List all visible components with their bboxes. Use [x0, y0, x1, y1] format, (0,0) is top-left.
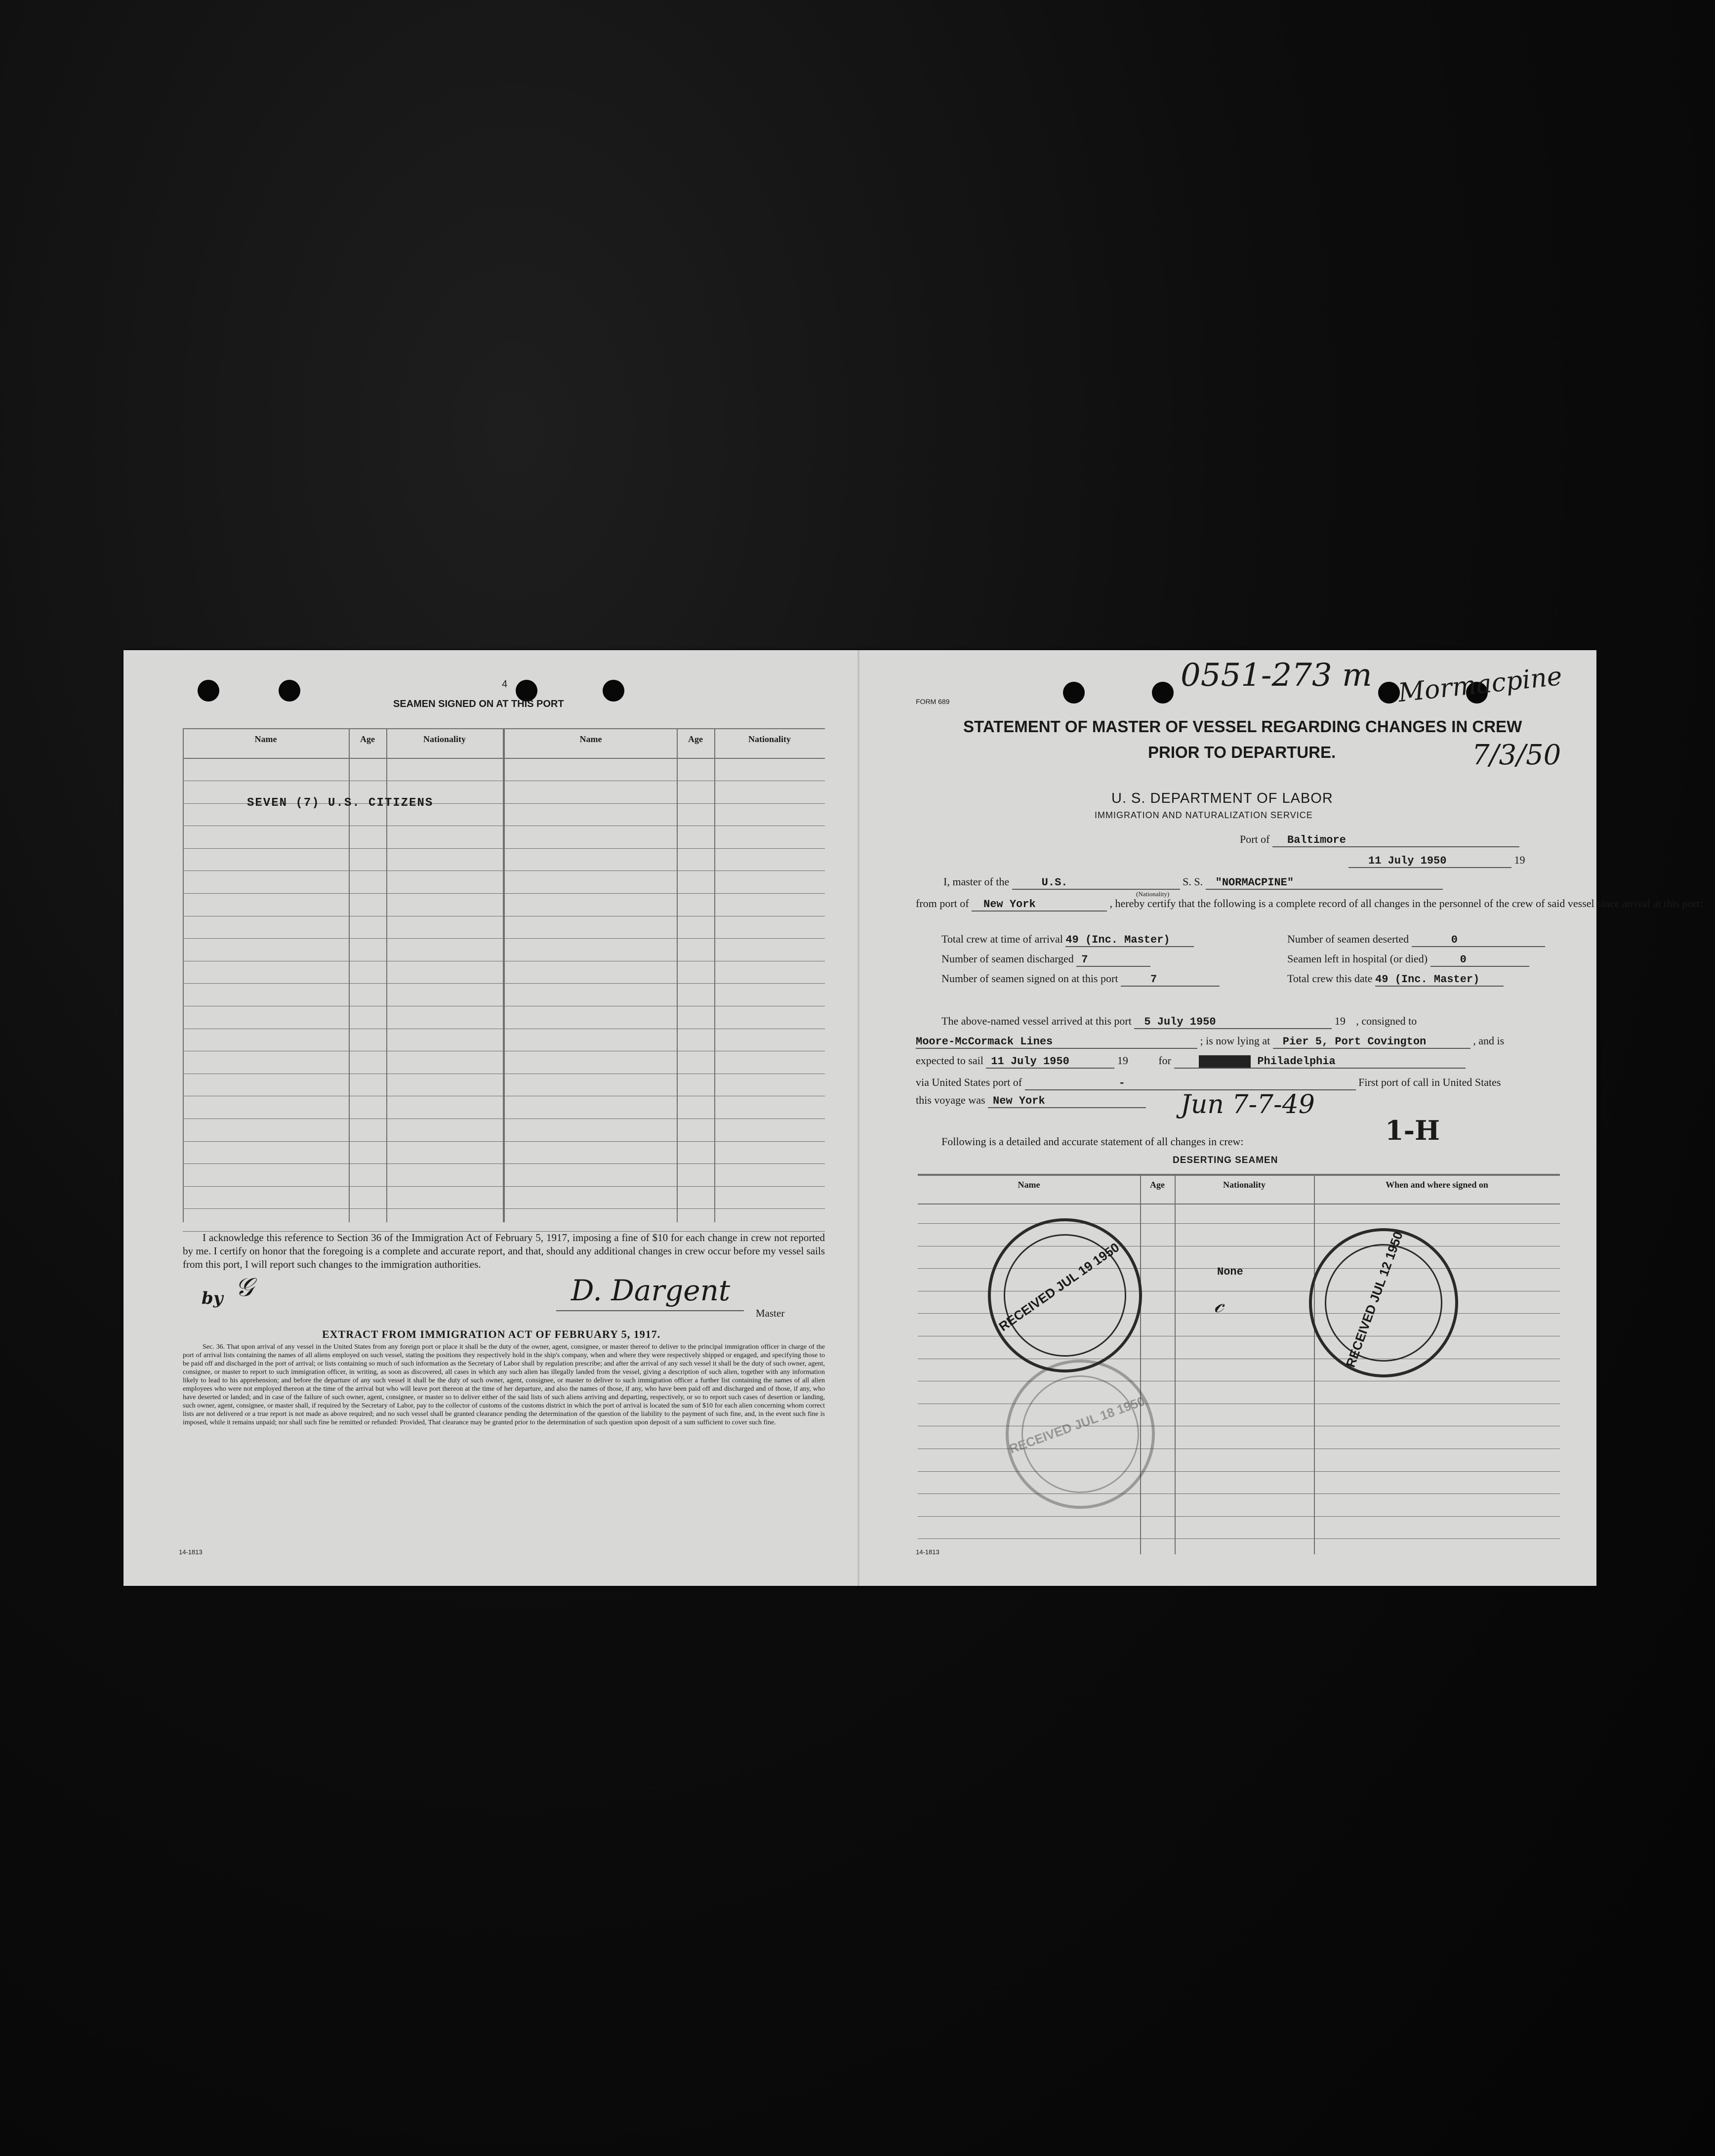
- col-nationality-2: Nationality: [748, 734, 791, 744]
- punch-hole: [1152, 682, 1174, 704]
- extract-text: Sec. 36. That upon arrival of any vessel in the United States from any foreign port or place it shall be the duty of the owner, agent, consignee, or master thereof to deliver to the principal immigration officer in charge of the port of arrival lists containing the names of all aliens employed on such vessel, stating the positions they respectively hold in the ship's company, when and where they were respectively shipped or engaged, and specifying those to be paid off and discharged in the port of arrival; or lists containing so much of such information as the Secretary of Labor shall by regulation prescribe; and after the arrival of any such vessel it shall be the duty of such owner, agent, consignee, or master to report to such immigration officer, in writing, as soon as discovered, all cases in which any such alien has illegally landed from the vessel, giving a description of such alien, together with any information likely to lead to his apprehension; and before the departure of any such vessel it shall be the duty of such owner, agent, consignee, or master to deliver to such immigration officer a further list containing the names of all alien employees who were not employed thereon at the time of the arrival but who will leave port thereon at the time of her departure, and also the names of those, if any, who have been paid off and discharged and of those, if any, who have deserted or landed; and in case of the failure of such owner, agent, consignee, or master so to deliver either of the said lists of such aliens arriving and departing, respectively, or so to report such cases of desertion or landing, such owner, agent, consignee, or master shall, if required by the Secretary of Labor, pay to the collector of customs of the customs district in which the port of arrival is located the sum of $10 for each alien concerning whom correct lists are not delivered or a true report is not made as above required; and no such vessel shall be granted clearance pending the determination of the question of the liability to the payment of such fine, and, in the event such fine is imposed, while it remains unpaid; nor shall such fine be remitted or refunded: Provided, That clearance may be granted prior to the determination of such question upon deposit of a sum sufficient to cover such fine.: [183, 1343, 825, 1426]
- deserting-col-name: Name: [1018, 1180, 1040, 1190]
- hospital-value: 0: [1430, 954, 1529, 967]
- voyage-row: [916, 1094, 1146, 1108]
- page-number: 4: [502, 679, 508, 690]
- arrived-year-suffix: 19: [1334, 1015, 1346, 1027]
- consigned-label: , consigned to: [1356, 1015, 1417, 1027]
- via-row: [916, 1076, 1501, 1090]
- total-crew-date-row: [1287, 972, 1504, 987]
- table-rule: [918, 1538, 1560, 1539]
- deserting-col-signed-on: When and where signed on: [1386, 1180, 1488, 1190]
- port-label: Port of: [1240, 833, 1270, 845]
- signed-on-value: 7: [1121, 973, 1220, 987]
- expected-row: [916, 1054, 1466, 1069]
- received-stamp-text: RECEIVED JUL 12 1950: [1343, 1229, 1406, 1369]
- master-of-label: I, master of the: [943, 875, 1010, 888]
- seamen-signed-on-table: [183, 728, 825, 1222]
- table-rule: [918, 1471, 1560, 1472]
- destination-struck: XXXXXXXX: [1198, 1055, 1251, 1068]
- hospital-row: [1287, 953, 1529, 967]
- nationality-caption: (Nationality): [1136, 890, 1170, 898]
- via-label: via United States port of: [916, 1076, 1022, 1088]
- master-label: Master: [756, 1307, 785, 1319]
- expected-year-suffix: 19: [1117, 1054, 1128, 1067]
- consignee-value: Moore-McCormack Lines: [916, 1036, 1197, 1049]
- date-year-suffix: 19: [1514, 854, 1525, 866]
- form-title-line1: STATEMENT OF MASTER OF VESSEL REGARDING CHANGES IN CREW: [963, 717, 1522, 736]
- and-is-label: , and is: [1473, 1035, 1505, 1047]
- deserted-label: Number of seamen deserted: [1287, 933, 1409, 945]
- col-age: Age: [360, 734, 375, 744]
- punch-hole: [603, 680, 624, 702]
- deserting-col-age: Age: [1150, 1180, 1165, 1190]
- ship-name-value: "NORMACPINE": [1206, 876, 1443, 890]
- received-stamp-text: RECEIVED JUL 19 1950: [996, 1240, 1122, 1334]
- form-title-line2: PRIOR TO DEPARTURE.: [1148, 743, 1336, 761]
- total-crew-arrival-value: 49 (Inc. Master): [1065, 934, 1194, 947]
- received-stamp-text: RECEIVED JUL 18 1950: [1007, 1393, 1147, 1457]
- deserted-row: [1287, 933, 1545, 947]
- seamen-entry: SEVEN (7) U.S. CITIZENS: [247, 796, 434, 810]
- destination-value: Philadelphia: [1257, 1055, 1336, 1068]
- expected-value: 11 July 1950: [986, 1055, 1114, 1069]
- via-value: -: [1025, 1077, 1356, 1090]
- total-crew-date-label: Total crew this date: [1287, 972, 1373, 985]
- arrived-row: [941, 1015, 1417, 1029]
- punch-hole: [1378, 682, 1400, 704]
- voyage-value: New York: [988, 1095, 1146, 1108]
- consignee-row: [916, 1035, 1504, 1049]
- deserting-entry: None: [1217, 1266, 1243, 1278]
- deserted-value: 0: [1412, 934, 1545, 947]
- left-form-code: 14-1813: [179, 1548, 203, 1556]
- document-sheet: [123, 650, 1703, 1586]
- arrived-value: 5 July 1950: [1134, 1016, 1332, 1029]
- by-initials-mark: 𝒢: [235, 1273, 254, 1302]
- table-rule: [918, 1223, 1560, 1224]
- extract-title: EXTRACT FROM IMMIGRATION ACT OF FEBRUARY 5, 1917.: [322, 1328, 661, 1340]
- discharged-label: Number of seamen discharged: [941, 953, 1074, 965]
- destination-row: [1174, 1055, 1466, 1069]
- handwritten-date: 7/3/50: [1472, 739, 1561, 771]
- signature-line: [556, 1310, 744, 1311]
- discharged-row: [941, 953, 1150, 967]
- page-fold: [858, 650, 859, 1586]
- punch-hole: [279, 680, 300, 702]
- master-signature: D. Dargent: [571, 1274, 731, 1307]
- signed-on-label: Number of seamen signed on at this port: [941, 972, 1118, 985]
- date-row: [1348, 854, 1525, 868]
- total-crew-date-value: 49 (Inc. Master): [1375, 973, 1504, 987]
- deserting-title: DESERTING SEAMEN: [1173, 1155, 1278, 1165]
- form-number: FORM 689: [916, 698, 950, 705]
- discharged-value: 7: [1076, 954, 1150, 967]
- acknowledgement-text: I acknowledge this reference to Section 36 of the Immigration Act of February 5, 1917, imposing a fine of $10 for each change in crew not reported by me. I certify on honor that the foregoing is a complete and accurate report, and that, should any additional changes in crew occur before my vessel sails from this port, I will report such changes to the immigration authorities.: [183, 1232, 825, 1270]
- following-text: Following is a detailed and accurate statement of all changes in crew:: [941, 1135, 1244, 1148]
- from-port-label: from port of: [916, 897, 969, 910]
- service-name: IMMIGRATION AND NATURALIZATION SERVICE: [1095, 810, 1313, 820]
- total-crew-arrival-row: [941, 933, 1194, 947]
- port-row: [1240, 833, 1519, 847]
- punch-hole: [198, 680, 219, 702]
- certify-text: , hereby certify that the following is a complete record of all changes in the personnel of the crew of said vessel since arrival at this port:: [1109, 897, 1703, 910]
- signed-by: by: [202, 1288, 223, 1308]
- first-port-label: First port of call in United States: [1358, 1076, 1501, 1088]
- handwritten-reference: 0551-273 m: [1181, 657, 1372, 694]
- handwritten-ship-name: Mormacpine: [1396, 661, 1564, 708]
- lying-label: ; is now lying at: [1200, 1035, 1270, 1047]
- table-rule: [918, 1516, 1560, 1517]
- col-name: Name: [254, 734, 277, 744]
- port-value: Baltimore: [1272, 834, 1519, 847]
- ss-label: S. S.: [1183, 875, 1203, 888]
- deserting-seamen-table: [918, 1174, 1560, 1554]
- master-row: [943, 875, 1443, 890]
- punch-hole: [1063, 682, 1085, 704]
- handwritten-note: Jun 7-7-49: [1181, 1090, 1315, 1119]
- from-port-value: New York: [972, 898, 1107, 912]
- initials-mark: 𝒸: [1214, 1290, 1224, 1318]
- voyage-label: this voyage was: [916, 1094, 985, 1106]
- table-rule: [918, 1493, 1560, 1494]
- total-crew-arrival-label: Total crew at time of arrival: [941, 933, 1063, 945]
- right-form-code: 14-1813: [916, 1548, 939, 1556]
- deserting-col-nationality: Nationality: [1223, 1180, 1266, 1190]
- department-name: U. S. DEPARTMENT OF LABOR: [1111, 790, 1333, 806]
- signed-on-row: [941, 972, 1220, 987]
- arrived-label: The above-named vessel arrived at this port: [941, 1015, 1132, 1027]
- expected-label: expected to sail: [916, 1054, 983, 1067]
- date-value: 11 July 1950: [1348, 855, 1511, 868]
- nationality-value: U.S.: [1012, 876, 1180, 890]
- col-age-2: Age: [688, 734, 703, 744]
- handwritten-code: 1-H: [1385, 1115, 1440, 1146]
- from-port-row: [916, 897, 1703, 912]
- lying-at-value: Pier 5, Port Covington: [1273, 1036, 1470, 1049]
- for-label: for: [1158, 1054, 1171, 1067]
- left-page-title: SEAMEN SIGNED ON AT THIS PORT: [393, 699, 564, 709]
- hospital-label: Seamen left in hospital (or died): [1287, 953, 1428, 965]
- col-name-2: Name: [579, 734, 602, 744]
- col-nationality: Nationality: [423, 734, 466, 744]
